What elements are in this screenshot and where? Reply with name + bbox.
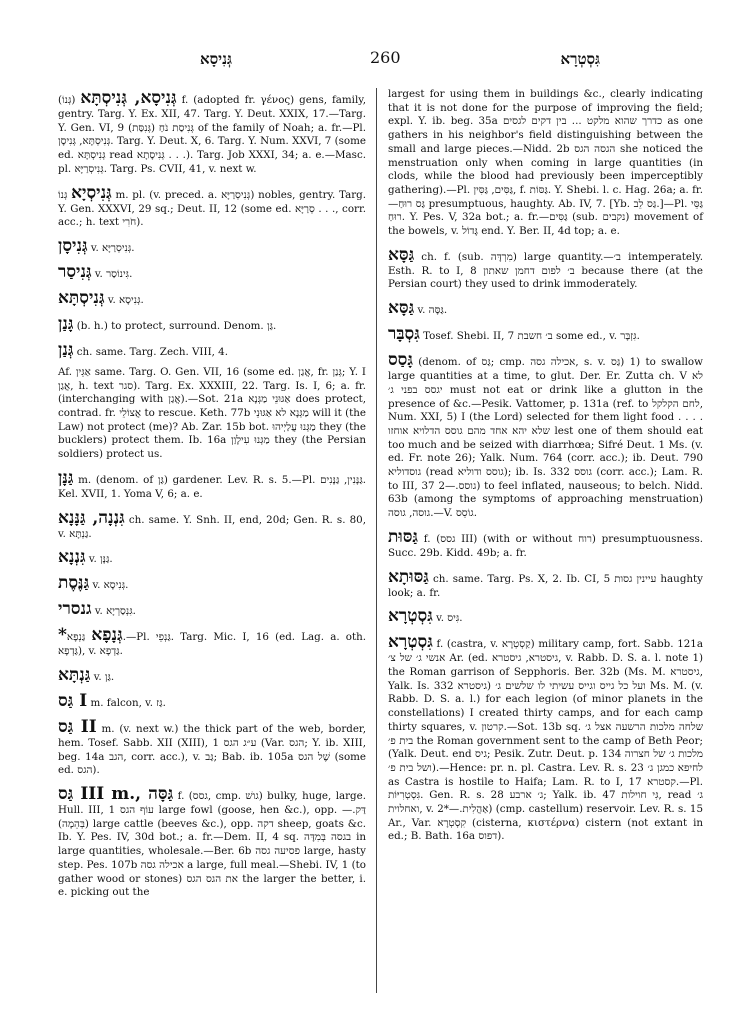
- entry-headword: גַּנְתָּא: [58, 664, 91, 685]
- entry-text: גְּנוֹ m. pl. (v. preced. a. גְּנִיסְרַיָּא) nobles, gentry. Targ. Y. Gen. XXXVI, 29 sq.; Deut. II, 12 (some ed. סְרַיָּא . . ., corr. acc.; h. text חֹרִי).: [58, 188, 367, 229]
- entry-text: ch. f. (sub. מִרְדָּה) large quantity.—ב׳ intemperately. Esth. R. to I, 8 ב׳ לפום דחמן שאתון because there (at the Persian court) they used to drink immoderately.: [388, 250, 703, 291]
- entry-headword: גְּנִיסַר: [58, 261, 92, 282]
- dictionary-entry: [58, 784, 366, 900]
- entry-text: f. (גסס, cmp. גושׁ) bulky, huge, large. Hull. III, 1 עוֹף הגס large fowl (goose, hen &c.), opp. דַּק.—(בְּהֵמָה) large cattle (beeves &c.), opp. דקה sheep, goats &c. Ib. Y. Pes. IV, 30d bot.; a. fr.—Dem. II, 4 sq. בגסה בְּמִדָּה in large quantities, wholesale.—Ber. 6b פסיעה גסה large, hasty step. Pes. 107b אכילה גסה a large, full meal.—Shebi. IV, 1 (to gather wood or stones) את הגס הגס the larger the better, i. e. picking out the: [58, 790, 367, 899]
- entry-text: ch. same. Targ. Ps. X, 2. Ib. CI, 5 עיינין גסות haughty look; a. fr.: [388, 572, 703, 599]
- entry-text: ch. same. Y. Snh. II, end, 20d; Gen. R. s. 80, v. גַּנְתָּא.: [58, 513, 366, 540]
- entry-headword: גְּנִיסָן: [58, 235, 88, 256]
- dictionary-entry: [58, 314, 366, 334]
- entry-headword: גַּנֶּסֶת: [58, 573, 90, 594]
- entry-headword: גְּנַן: [58, 339, 74, 360]
- dictionary-entry: [58, 366, 366, 462]
- column-divider: [376, 88, 377, 993]
- entry-text: v. גִּיס.: [436, 612, 463, 625]
- dictionary-entry: [388, 324, 703, 344]
- entry-text: v. גִּנְסַרְיָא.: [94, 605, 136, 618]
- dictionary-entry: [58, 691, 366, 711]
- entry-headword: גַּסָּא: [388, 298, 415, 319]
- entry-text: m. (denom. of גַּן) gardener. Lev. R. s. 5.—Pl. גַּנָּנִין, גַּנָּנִים. Kel. XVII, 1. Yoma V, 6; a. e.: [58, 473, 367, 500]
- dictionary-entry: [58, 625, 366, 659]
- dictionary-entry: [388, 606, 703, 626]
- entry-text: v. גַּסָּה.: [417, 304, 448, 317]
- dictionary-entry: [58, 88, 366, 177]
- dictionary-entry: [388, 245, 703, 292]
- dictionary-entry: [58, 717, 366, 778]
- dictionary-entry: [388, 88, 703, 239]
- entry-text: f. (גסס III) (with or without רוח) presumptuousness. Succ. 29b. Kidd. 49b; a. fr.: [388, 532, 704, 559]
- dictionary-entry: [58, 508, 366, 542]
- entry-text: v. גְּנִיסְרַיָּא.: [90, 241, 135, 254]
- entry-headword: גְּנִיסָא, גְּנִיסְתָּא: [80, 88, 177, 108]
- entry-headword: גָּנַן: [58, 313, 74, 334]
- entry-headword: גַּסּוּת: [388, 526, 418, 547]
- entry-headword: גַּס III m., גַּסָּה: [58, 784, 174, 805]
- dictionary-entry: [388, 567, 703, 601]
- entry-headword: גנסרי: [58, 599, 92, 620]
- dictionary-entry: [58, 183, 366, 230]
- dictionary-entry: [58, 262, 366, 282]
- page-header: [60, 50, 710, 74]
- entry-text: v. גַּנָּן.: [88, 553, 113, 566]
- entry-text: f. (castra, v. קַסְטְרָא) military camp, fort. Sabb. 121a אנשי ג׳ של צ׳ Ar. (ed. גיסטרא, גיסטרא, v. Rabb. D. S. a. l. note 1) the Roman garrison of Sepphoris. Ber. 32b (Ms. M. גיסטרא, Yalk. Is. 332 גיסטרא) ועל כל גייס וגייס עשיתי לו שלשים ג׳ Ms. M. (v. Rabb. D. S. a. l.) for each legion (of minor planets in the constellations) I created thirty camps, and for each camp thirty squares, v. קרטון.—Sot. 13b sq. שלחה מלכות הרשעה אצל ג׳ בית פ׳ the Roman government sent to the camp of Beth Peor; (Yalk. Deut. end גיס; Pesik. Zutr. Deut. p. 134 מלכות ג׳ של חצרוה ושל בית פ׳).—Hence: pr. n. pl. Castra. Lev. R. s. 23 לחיפא כמגן ג׳ as Castra is hostile to Haifa; Lam. R. to I, 17 קסטרא.—Pl. גִּסְטְרִיּוֹת. Gen. R. s. 28 ג׳ ארבע; Yalk. ib. 47 גִּי חוילות, read ג׳ ואחלוית, v. אַהֲלִית.—*2) (cmp. castellum) reservoir. Lev. R. s. 15 Ar., Var. קִסְטְרָא (cisterna, κιστέρνα) cistern (not extant in ed.; B. Bath. 16a דפוס).: [388, 638, 704, 843]
- entry-headword: גַּסּוּתָא: [388, 566, 429, 587]
- entry-text: v. גִּינוֹסַר.: [94, 267, 133, 280]
- dictionary-entry: [58, 468, 366, 502]
- left-column: [58, 88, 366, 906]
- entry-headword: גִּנְנָה, גַּנָּנָא: [58, 507, 125, 528]
- dictionary-entry: [58, 288, 366, 308]
- entry-text: Af. אַגֵּין same. Targ. O. Gen. VII, 16 (some ed. אֲגַן, fr. גְּנַן; Y. I אֲגַן, h. text סגר). Targ. Ex. XXXIII, 22. Targ. Is. I, 6; a. fr. (interchanging with אֲגַן).—Sot. 21a אַגּוּנֵי מַגְּנָא does protect, contrad. fr. אֲצוֹלֵי to rescue. Keth. 77b מַגְּנָא לא אַגּוּנֵי will it (the Law) not protect (me)? Ab. Zar. 15b bot. מַגְּנוּ עֲלַיְיהוּ they (the bucklers) protect them. Ib. 16a מַגְּנוּ עִילָוַן they (the Persian soldiers) protect us.: [58, 365, 367, 461]
- entry-headword: גַּנָּן: [58, 467, 74, 488]
- entry-text: (b. h.) to protect, surround. Denom. גַּן.: [76, 319, 277, 332]
- dictionary-entry: [58, 573, 366, 593]
- dictionary-entry: [58, 665, 366, 685]
- entry-headword: גְּנִיסְתָּא: [58, 287, 105, 308]
- entry-headword: גַּס I: [58, 690, 88, 711]
- entry-text: v. גַּן.: [93, 670, 115, 683]
- entry-headword: גַּס II: [58, 716, 97, 737]
- entry-text: (גְּנוֹ) f. (adopted fr. γένος) gens, family, gentry. Targ. Y. Ex. XII, 47. Targ. Y. Deut. XXIX, 17.—Targ. Y. Gen. VI, 9 גְּנִיסַת נֹחַ (גְּנִסַּת) of the family of Noah; a. fr.—Pl. גְּנִיסְתָּא, גְּנִיסָן. Targ. Y. Deut. X, 6. Targ. Y. Num. XXVI, 7 (some ed. גְּנִיסְתָּא read גְּנִיסָתָא . . .). Targ. Job XXXI, 34; a. e.—Masc. pl. גְּנִיסְרַיָּא. Targ. Ps. CVII, 41, v. next w.: [58, 94, 367, 175]
- dictionary-entry: [58, 236, 366, 256]
- running-head-right: גִּסְטְרָא: [560, 50, 600, 68]
- entry-text: m. (v. next w.) the thick part of the web, border, hem. Tosef. Sabb. XII (XIII), 1 ע״ג הגס (Var. הגס; Y. ib. XIII, beg. 14a הגב, corr. acc.), v. גַּב; Bab. ib. 105a שֶׁל הגס (some ed. הגס).: [58, 722, 367, 777]
- dictionary-entry: [388, 632, 703, 844]
- entry-headword: גָּסַס: [388, 350, 413, 371]
- dictionary-entry: [388, 350, 703, 521]
- entry-headword: גִּסְבָּר: [388, 324, 420, 345]
- right-column: [388, 88, 703, 850]
- running-head-left: גְּנִיסָא: [200, 50, 232, 68]
- entry-text: (denom. of גַּס; cmp. אכילה גסה, s. v. גַּס) 1) to swallow large quantities at a time, to glut. Der. Er. Zutta ch. V לא יגסס בפני ג׳ must not eat or drink like a glutton in the presence of &c.—Pesik. Vattomer, p. 131a (ref. to לחם הקלקל, Num. XXI, 5) I (the Lord) selected for them light food . . . . שלא יהא אחד מהם גוסס הדלויא אוחזו lest one of them should eat too much and be seized with diarrhœa; Sifré Deut. 1 Ms. (v. ed. Fr. note 26); Yalk. Num. 764 (corr. acc.); ib. Deut. 790 גוסדוליא (read גוסס ודוליא); ib. Is. 332 גוסס (corr. acc.); Lam. R. to III, 37 גוסס.—2) to feel inflated, nauseous; to belch. Nidd. 63b (among the symptoms of approaching menstruation) גוסה, גוסה.—V. גוֹסֵס.: [388, 356, 703, 520]
- entry-text: גַּנְפָא.—Pl. גַּנְפֵי. Targ. Mic. I, 16 (ed. Lag. a. oth. גַּדְפָא), v. גַּדְפָא.: [58, 631, 366, 658]
- entry-headword: גִּסְטְרָא: [388, 632, 433, 653]
- dictionary-entry: [388, 298, 703, 318]
- entry-text: v. גְּנִיסָא.: [92, 579, 129, 592]
- dictionary-entry: [58, 547, 366, 567]
- entry-headword: גִּסְטְרָא: [388, 606, 433, 627]
- entry-headword: גַּסָּא: [388, 244, 415, 265]
- entry-text: Tosef. Shebi. II, 7 ב׳ חשבת some ed., v. גִּזְבָּר.: [423, 330, 640, 343]
- entry-text: ch. same. Targ. Zech. VIII, 4.: [76, 345, 229, 358]
- dictionary-entry: [58, 340, 366, 360]
- entry-headword: גִּנְנָא: [58, 547, 86, 568]
- entry-text: largest for using them in buildings &c., clearly indicating that it is not done for the purpose of improving the field; expl. Y. ib. beg. 35a כדרך שהוא מלקט ... בין דקים לגסים as one gathers in his neighbor's field distinguishing between the small and large pieces.—Nidd. 2b הגסה הגס she noticed the menstruation only when coming in large quantities (in clods, while the blood had previously been imperceptibly gathering).—Pl. גַּסִּים, גַּסִּין, f. גַּסּוֹת. Y. Shebi. l. c. Hag. 26a; a. fr.—גַּס רוּחַ presumptuous, haughty. Ab. IV, 7. [Yb. גַּס לֵב.]—Pl. גַּסֵּי רוּחַ. Y. Pes. V, 32a bot.; a. fr.—גַּסִּים (sub. נקבים) movement of the bowels, v. גָּדוֹל end. Y. Ber. II, 4d top; a. e.: [388, 88, 704, 238]
- page-number: 260: [370, 48, 401, 67]
- dictionary-entry: [58, 599, 366, 619]
- entry-headword: *גְּנָפָא: [58, 625, 123, 646]
- dictionary-entry: [388, 527, 703, 561]
- entry-text: v. גְּנִיסָא.: [107, 293, 144, 306]
- entry-text: m. falcon, v. גַּז.: [90, 696, 166, 709]
- entry-headword: גְּנִיסְיָא: [71, 182, 112, 203]
